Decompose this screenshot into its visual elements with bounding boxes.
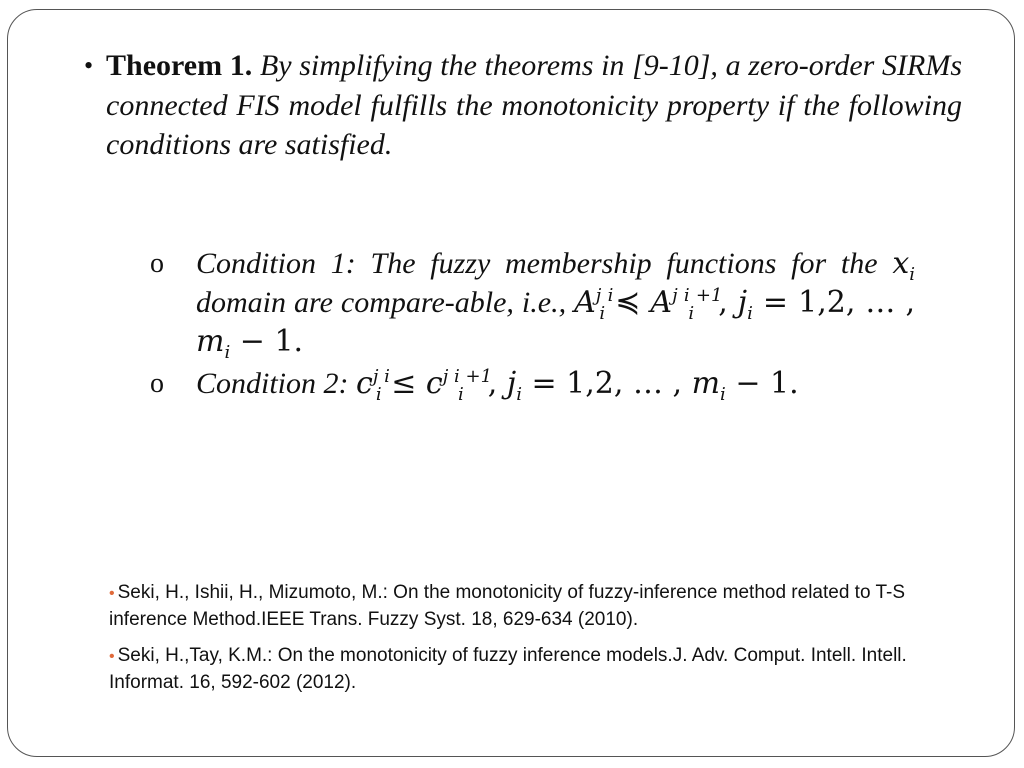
- theorem-bullet: •: [84, 51, 94, 80]
- c2-m-sub: i: [720, 384, 726, 405]
- c1-range: = 1,2, … ,: [762, 285, 915, 320]
- condition-2: [150, 364, 915, 403]
- c2-lhs-sub: i: [375, 384, 382, 405]
- c1-lhs-sup: j i: [595, 285, 614, 306]
- c1-end: − 1.: [239, 324, 304, 359]
- theorem-statement: By simplifying the theorems in [9-10], a zero-order SIRMs connected FIS model fulfills the monotonicity property if the following conditions are satisfied.: [106, 49, 962, 161]
- c2-rhs-sup: j i +1: [442, 366, 493, 387]
- reference-2-text: Seki, H.,Tay, K.M.: On the monotonicity of fuzzy inference models.J. Adv. Comput. Intell. Intell. Informat. 16, 592-602 (2012).: [109, 645, 907, 693]
- references: [109, 580, 959, 706]
- condition-1-var-sub: i: [909, 264, 915, 285]
- reference-1: [109, 580, 959, 633]
- c2-range: = 1,2, … ,: [531, 366, 692, 401]
- condition-2-marker: o: [150, 368, 164, 399]
- c2-rhs-sub: i: [458, 384, 464, 405]
- condition-1-lead: Condition 1: The fuzzy membership functions for the: [196, 247, 878, 280]
- c1-lhs-sub: i: [599, 303, 606, 324]
- condition-1-marker: o: [150, 248, 164, 279]
- reference-1-text: Seki, H., Ishii, H., Mizumoto, M.: On the monotonicity of fuzzy-inference method related to T-S inference Method.IEEE Trans. Fuzzy Syst. 18, 629-634 (2010).: [109, 582, 906, 630]
- reference-2-bullet: •: [109, 648, 115, 665]
- condition-1-tail: domain are compare-able, i.e.,: [196, 286, 567, 319]
- c1-m-sub: i: [224, 342, 231, 363]
- condition-2-text: [196, 364, 915, 403]
- theorem-block: [84, 46, 962, 165]
- c1-index: j: [737, 285, 748, 320]
- c2-lhs: c: [356, 366, 373, 401]
- condition-2-formula: $c^{j i}_i \le c^{j i +1}_i$ , $j_i = 1,2$, … , $m_i - 1$.: [356, 366, 799, 405]
- c2-index: j: [506, 366, 517, 401]
- condition-1-formula: $A^{j i}_i$ ≼ $A^{j i +1}_i$ , $j_i = 1,2$, … , $m_i - 1$.: [196, 285, 915, 363]
- conditions-list: [150, 244, 915, 406]
- c2-lhs-sup: j i: [372, 366, 390, 387]
- c2-index-sub: i: [516, 384, 522, 405]
- c1-lhs: A: [574, 285, 596, 320]
- c1-rhs: A: [650, 285, 673, 320]
- theorem-body: [106, 46, 962, 165]
- c2-rel: ≤: [391, 366, 417, 401]
- c1-index-sub: i: [747, 303, 753, 324]
- c2-m: m: [691, 366, 721, 401]
- c1-m: m: [196, 324, 225, 359]
- reference-2: [109, 643, 959, 696]
- c1-rhs-sub: i: [688, 303, 695, 324]
- theorem-heading: Theorem 1.: [106, 49, 253, 82]
- condition-1-var: x: [892, 246, 910, 281]
- c1-rhs-sup: j i +1: [672, 285, 723, 306]
- c2-end: − 1.: [735, 366, 799, 401]
- c1-rel: ≼: [615, 285, 641, 320]
- condition-2-lead: Condition 2:: [196, 367, 349, 400]
- condition-1: [150, 244, 915, 361]
- c2-rhs: c: [425, 366, 443, 401]
- reference-1-bullet: •: [109, 585, 115, 602]
- condition-1-text: [196, 244, 915, 361]
